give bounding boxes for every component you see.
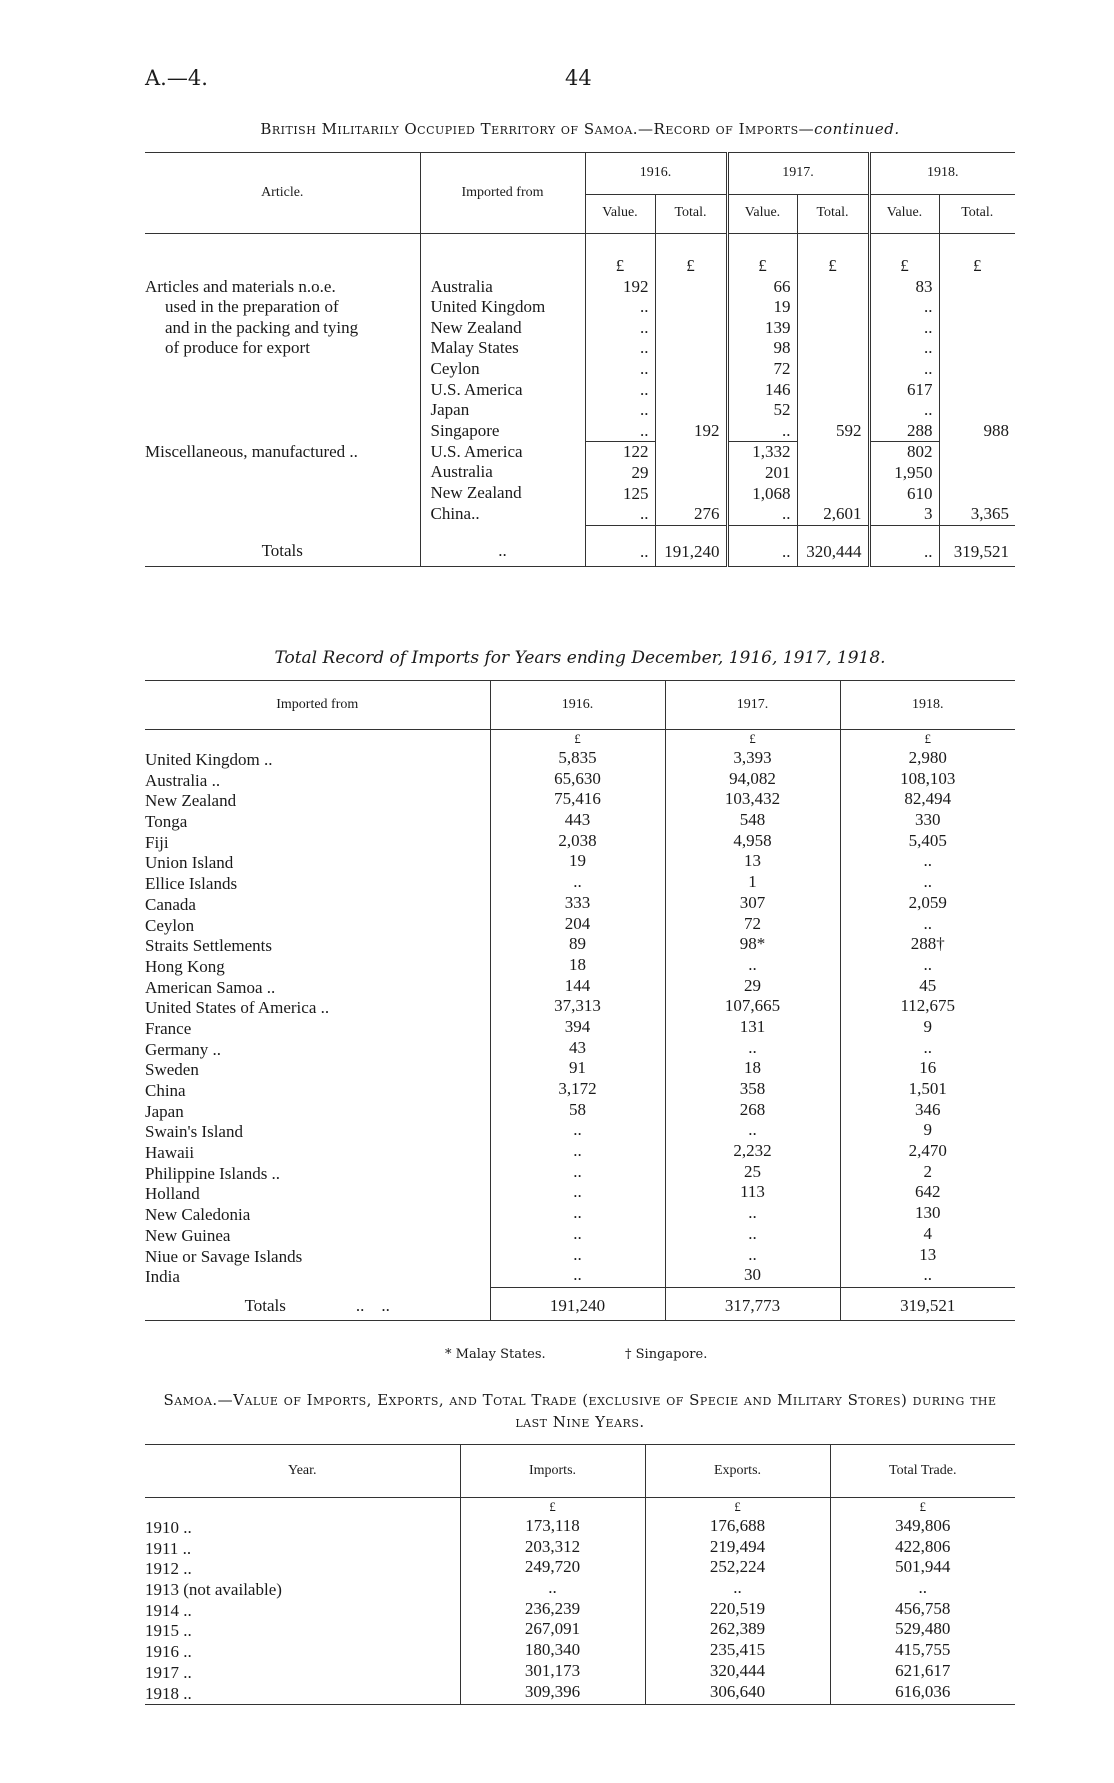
year-label: 1915 .. bbox=[145, 1621, 192, 1641]
import-value-1916: 5,835 bbox=[558, 748, 597, 767]
import-value-1918: 82,494 bbox=[904, 789, 952, 809]
column-header-1918: 1918. bbox=[840, 681, 1015, 730]
import-value-1916: 58 bbox=[569, 1099, 586, 1119]
import-value-1916: 3,172 bbox=[558, 1079, 597, 1098]
import-value-1916: .. bbox=[573, 1120, 582, 1140]
import-value-1918: 288† bbox=[910, 934, 945, 954]
import-value-1917: .. bbox=[748, 1203, 757, 1223]
import-value-1918: 642 bbox=[915, 1182, 941, 1202]
import-value-1918: .. bbox=[923, 1265, 932, 1285]
import-value-1916: .. bbox=[573, 872, 582, 892]
currency-symbol: £ bbox=[727, 234, 797, 277]
currency-symbol: £ bbox=[585, 234, 655, 277]
grand-total-1918: 319,521 bbox=[939, 525, 1015, 566]
import-value-1917: 94,082 bbox=[729, 768, 776, 788]
imports-value: 203,312 bbox=[524, 1536, 581, 1556]
import-value-1917: 268 bbox=[739, 1099, 766, 1119]
import-value-1916: .. bbox=[573, 1265, 582, 1285]
column-header-1917: 1917. bbox=[665, 681, 840, 730]
total-1917: 2,601 bbox=[797, 442, 869, 525]
column-header-1916: 1916. bbox=[490, 681, 665, 730]
trade-summary-table bbox=[145, 1444, 1015, 1705]
column-header-1916: 1916. bbox=[585, 153, 727, 195]
values-1917: £ 3,393 94,082 103,432 548 4,958 13 1 307 72 98* .. 29 107,665 131 .. 18 358 268 .. 2,232 25 113 .. .. .. 30 bbox=[665, 730, 840, 1288]
import-value-1918: 1,501 bbox=[908, 1079, 947, 1098]
exports-value: 235,415 bbox=[709, 1640, 766, 1660]
import-value-1916: 43 bbox=[569, 1037, 586, 1057]
import-value-1916: 2,038 bbox=[558, 830, 597, 850]
year-label: 1914 .. bbox=[145, 1600, 192, 1620]
exports-value: 219,494 bbox=[709, 1536, 766, 1556]
import-value-1918: 16 bbox=[919, 1058, 937, 1078]
import-value-1918: 2,059 bbox=[908, 892, 947, 912]
total-1917: 592 bbox=[797, 277, 869, 442]
column-header-imported-from: Imported from bbox=[276, 697, 359, 712]
total-trade-value: 456,758 bbox=[895, 1598, 951, 1618]
import-value-1918: .. bbox=[923, 1037, 932, 1057]
total-trade-values: £ 349,806 422,806 501,944 .. 456,758 529,480 415,755 621,617 616,036 bbox=[830, 1498, 1015, 1705]
imports-values: £ 173,118 203,312 249,720 .. 236,239 267,091 180,340 301,173 309,396 bbox=[460, 1498, 645, 1705]
import-value-1918: 112,675 bbox=[900, 996, 956, 1016]
exports-value: 306,640 bbox=[709, 1681, 766, 1701]
country-name: Union Island bbox=[145, 853, 234, 873]
country-name: Niue or Savage Islands bbox=[145, 1246, 303, 1266]
currency-symbol: £ bbox=[939, 234, 1015, 277]
country-name: Tonga bbox=[145, 812, 188, 832]
country-name: France bbox=[145, 1018, 192, 1038]
import-value-1918: 5,405 bbox=[908, 830, 947, 850]
document-reference: A.—4. bbox=[145, 66, 208, 90]
column-header-total: Total. bbox=[655, 194, 727, 234]
column-header-exports: Exports. bbox=[645, 1445, 830, 1498]
import-value-1918: .. bbox=[923, 872, 932, 892]
country-name: New Caledonia bbox=[145, 1205, 251, 1225]
import-value-1918: 4 bbox=[923, 1223, 932, 1243]
exports-values: £ 176,688 219,494 252,224 .. 220,519 262,389 235,415 320,444 306,640 bbox=[645, 1498, 830, 1705]
import-value-1917: 13 bbox=[744, 851, 761, 871]
country-list bbox=[145, 730, 490, 1288]
table3-title: Samoa.—Value of Imports, Exports, and Total Trade (exclusive of Specie and Military Stores) during the last Nine Years. bbox=[163, 1391, 997, 1431]
country-name: Holland bbox=[145, 1184, 200, 1204]
table2-title: Total Record of Imports for Years ending December, 1916, 1917, 1918. bbox=[274, 648, 886, 668]
column-header-article: Article. bbox=[261, 184, 304, 200]
import-value-1918: 108,103 bbox=[900, 768, 956, 788]
total-trade-value: 529,480 bbox=[895, 1619, 951, 1639]
year-label: 1918 .. bbox=[145, 1683, 192, 1703]
totals-from: .. bbox=[420, 525, 585, 566]
exports-value: 220,519 bbox=[709, 1598, 766, 1618]
footnote-malay-states: * Malay States. bbox=[445, 1347, 546, 1362]
country-name: Ceylon bbox=[145, 915, 195, 935]
import-value-1918: 130 bbox=[915, 1203, 941, 1223]
country-name: Hong Kong bbox=[145, 956, 225, 976]
import-value-1916: .. bbox=[573, 1161, 582, 1181]
import-value-1917: 29 bbox=[744, 975, 761, 995]
year-label: 1917 .. bbox=[145, 1662, 192, 1682]
import-value-1917: 107,665 bbox=[724, 996, 781, 1016]
table1-title: British Militarily Occupied Territory of Samoa.—Record of Imports—continued. bbox=[260, 120, 900, 138]
country-name: Germany .. bbox=[145, 1039, 222, 1059]
country-name: Canada bbox=[145, 894, 196, 914]
total-imports-table bbox=[145, 680, 1015, 1321]
total-1916: 276 bbox=[655, 442, 727, 525]
total-trade-value: 616,036 bbox=[895, 1681, 951, 1701]
column-header-value: Value. bbox=[727, 194, 797, 234]
imported-from-list: U.S. America Australia New Zealand China.. bbox=[420, 442, 585, 525]
import-value-1916: .. bbox=[573, 1141, 582, 1161]
import-value-1917: 1 bbox=[748, 872, 757, 892]
import-value-1917: 113 bbox=[740, 1182, 765, 1202]
grand-total-1916: 191,240 bbox=[655, 525, 727, 566]
imports-value: 249,720 bbox=[524, 1557, 581, 1577]
import-value-1916: 204 bbox=[564, 913, 591, 933]
import-value-1918: .. bbox=[923, 913, 932, 933]
country-name: Straits Settlements bbox=[145, 936, 273, 956]
imports-value: 267,091 bbox=[524, 1619, 581, 1639]
total-1916: 191,240 bbox=[490, 1288, 665, 1321]
total-trade-value: .. bbox=[918, 1578, 927, 1598]
import-value-1917: 98* bbox=[739, 934, 766, 954]
grand-total-1917: 320,444 bbox=[797, 525, 869, 566]
import-value-1916: .. bbox=[573, 1223, 582, 1243]
year-list bbox=[145, 1498, 460, 1705]
imports-value: 236,239 bbox=[524, 1598, 581, 1618]
values-1916: £ 5,835 65,630 75,416 443 2,038 19 .. 333 204 89 18 144 37,313 394 43 91 3,172 58 .. .. .. .. .. .. .. .. bbox=[490, 730, 665, 1288]
import-value-1916: 91 bbox=[569, 1058, 586, 1078]
import-value-1918: 9 bbox=[923, 1120, 932, 1140]
imports-value: 301,173 bbox=[524, 1660, 581, 1680]
import-value-1916: 144 bbox=[564, 975, 591, 995]
totals-label: Totals bbox=[261, 541, 303, 561]
exports-value: 262,389 bbox=[709, 1619, 766, 1639]
values-1916: 122 29 125 .. bbox=[585, 442, 655, 525]
column-header-imported-from: Imported from bbox=[420, 153, 585, 234]
import-value-1918: 13 bbox=[919, 1244, 937, 1264]
column-header-1918: 1918. bbox=[869, 153, 1015, 195]
import-value-1918: 346 bbox=[915, 1099, 941, 1119]
currency-symbol: £ bbox=[869, 234, 939, 277]
totals-label: Totals .. .. bbox=[244, 1295, 390, 1315]
grand-total-value: .. bbox=[727, 525, 797, 566]
import-value-1917: .. bbox=[748, 1120, 757, 1140]
country-name: Hawaii bbox=[145, 1143, 195, 1163]
imported-from-list: Australia United Kingdom New Zealand Malay States Ceylon U.S. America Japan Singapore bbox=[420, 277, 585, 442]
country-name: Swain's Island bbox=[145, 1122, 243, 1142]
imports-value: 173,118 bbox=[525, 1516, 580, 1535]
country-name: Sweden bbox=[145, 1060, 199, 1080]
import-value-1916: 89 bbox=[569, 934, 586, 954]
import-value-1916: .. bbox=[573, 1203, 582, 1223]
exports-value: 252,224 bbox=[709, 1557, 766, 1577]
exports-value: 320,444 bbox=[709, 1660, 766, 1680]
import-value-1916: 443 bbox=[564, 810, 591, 830]
currency-symbol: £ bbox=[655, 234, 727, 277]
country-name: Fiji bbox=[145, 832, 169, 852]
total-trade-value: 349,806 bbox=[895, 1516, 951, 1535]
import-value-1918: 45 bbox=[919, 975, 937, 995]
article-description: Articles and materials n.o.e. used in the preparation of and in the packing and tying of produce for export bbox=[145, 276, 359, 358]
column-header-total: Total. bbox=[939, 194, 1015, 234]
footnote-singapore: † Singapore. bbox=[625, 1347, 708, 1362]
column-header-total-trade: Total Trade. bbox=[830, 1445, 1015, 1498]
import-value-1917: 131 bbox=[739, 1016, 766, 1036]
column-header-value: Value. bbox=[869, 194, 939, 234]
country-name: New Zealand bbox=[145, 791, 237, 811]
values-1918: 802 1,950 610 3 bbox=[869, 442, 939, 525]
country-name: American Samoa .. bbox=[145, 977, 276, 997]
import-value-1918: 2,470 bbox=[908, 1141, 947, 1161]
import-value-1917: 358 bbox=[739, 1079, 766, 1098]
import-value-1917: 72 bbox=[744, 913, 761, 933]
import-value-1917: 103,432 bbox=[724, 789, 781, 809]
import-value-1917: 4,958 bbox=[733, 830, 772, 850]
exports-value: 176,688 bbox=[709, 1516, 766, 1535]
import-value-1916: 37,313 bbox=[554, 996, 601, 1016]
import-value-1916: .. bbox=[573, 1244, 582, 1264]
import-value-1917: .. bbox=[748, 1037, 757, 1057]
total-1918: 319,521 bbox=[840, 1288, 1015, 1321]
page-number: 44 bbox=[565, 66, 592, 90]
import-value-1917: .. bbox=[748, 954, 757, 974]
import-value-1917: 2,232 bbox=[733, 1141, 772, 1161]
total-trade-value: 422,806 bbox=[895, 1536, 951, 1556]
country-name: New Guinea bbox=[145, 1225, 231, 1245]
exports-value: .. bbox=[733, 1578, 742, 1598]
import-value-1918: .. bbox=[923, 954, 932, 974]
import-value-1916: .. bbox=[573, 1182, 582, 1202]
imports-by-article-table bbox=[145, 152, 1015, 567]
total-1916: 192 bbox=[655, 277, 727, 442]
year-label: 1912 .. bbox=[145, 1559, 192, 1579]
import-value-1917: .. bbox=[748, 1223, 757, 1243]
import-value-1918: 330 bbox=[915, 810, 941, 830]
values-1917: 1,332 201 1,068 .. bbox=[727, 442, 797, 525]
import-value-1917: 307 bbox=[739, 892, 766, 912]
import-value-1916: 65,630 bbox=[554, 768, 601, 788]
imports-value: 180,340 bbox=[524, 1640, 581, 1660]
imports-value: .. bbox=[548, 1578, 557, 1598]
country-name: China bbox=[145, 1081, 186, 1100]
total-trade-value: 501,944 bbox=[895, 1557, 951, 1577]
grand-total-value: .. bbox=[585, 525, 655, 566]
country-name: United Kingdom .. bbox=[145, 750, 273, 769]
import-value-1918: 9 bbox=[923, 1016, 932, 1036]
import-value-1917: 30 bbox=[744, 1265, 761, 1285]
import-value-1916: 19 bbox=[569, 851, 586, 871]
total-trade-value: 415,755 bbox=[895, 1640, 951, 1660]
year-label: 1911 .. bbox=[145, 1538, 192, 1558]
total-1918: 988 bbox=[939, 277, 1015, 442]
column-header-imports: Imports. bbox=[460, 1445, 645, 1498]
total-trade-value: 621,617 bbox=[895, 1660, 951, 1680]
article-description: Miscellaneous, manufactured .. bbox=[145, 441, 358, 461]
total-1917: 317,773 bbox=[665, 1288, 840, 1321]
column-header-value: Value. bbox=[585, 194, 655, 234]
country-name: United States of America .. bbox=[145, 998, 330, 1018]
column-header-total: Total. bbox=[797, 194, 869, 234]
import-value-1917: .. bbox=[748, 1244, 757, 1264]
import-value-1917: 25 bbox=[744, 1161, 761, 1181]
import-value-1918: 2 bbox=[923, 1161, 932, 1181]
values-1917: 66 19 139 98 72 146 52 .. bbox=[727, 277, 797, 442]
imports-value: 309,396 bbox=[524, 1681, 581, 1701]
column-header-1917: 1917. bbox=[727, 153, 869, 195]
import-value-1916: 18 bbox=[569, 954, 586, 974]
import-value-1916: 333 bbox=[564, 892, 591, 912]
country-name: Japan bbox=[145, 1101, 184, 1121]
import-value-1916: 75,416 bbox=[554, 789, 601, 809]
year-label: 1910 .. bbox=[145, 1518, 192, 1537]
import-value-1918: 2,980 bbox=[908, 748, 947, 767]
column-header-year: Year. bbox=[287, 1463, 317, 1478]
values-1918: 83 .. .. .. .. 617 .. 288 bbox=[869, 277, 939, 442]
import-value-1917: 3,393 bbox=[733, 748, 772, 767]
country-name: Ellice Islands bbox=[145, 874, 238, 894]
country-name: Australia .. bbox=[145, 770, 221, 790]
import-value-1916: 394 bbox=[564, 1016, 591, 1036]
country-name: India bbox=[145, 1267, 180, 1287]
total-1918: 3,365 bbox=[939, 442, 1015, 525]
values-1918: £ 2,980 108,103 82,494 330 5,405 .. .. 2,059 .. 288† .. 45 112,675 9 .. 16 1,501 346 9 2,470 2 642 130 4 13 .. bbox=[840, 730, 1015, 1288]
country-name: Philippine Islands .. bbox=[145, 1163, 281, 1183]
grand-total-value: .. bbox=[869, 525, 939, 566]
currency-symbol: £ bbox=[797, 234, 869, 277]
year-label: 1916 .. bbox=[145, 1642, 192, 1662]
import-value-1918: .. bbox=[923, 851, 932, 871]
import-value-1917: 18 bbox=[744, 1058, 761, 1078]
values-1916: 192 .. .. .. .. .. .. .. bbox=[585, 277, 655, 442]
import-value-1917: 548 bbox=[739, 810, 766, 830]
year-label: 1913 (not available) bbox=[145, 1580, 282, 1600]
